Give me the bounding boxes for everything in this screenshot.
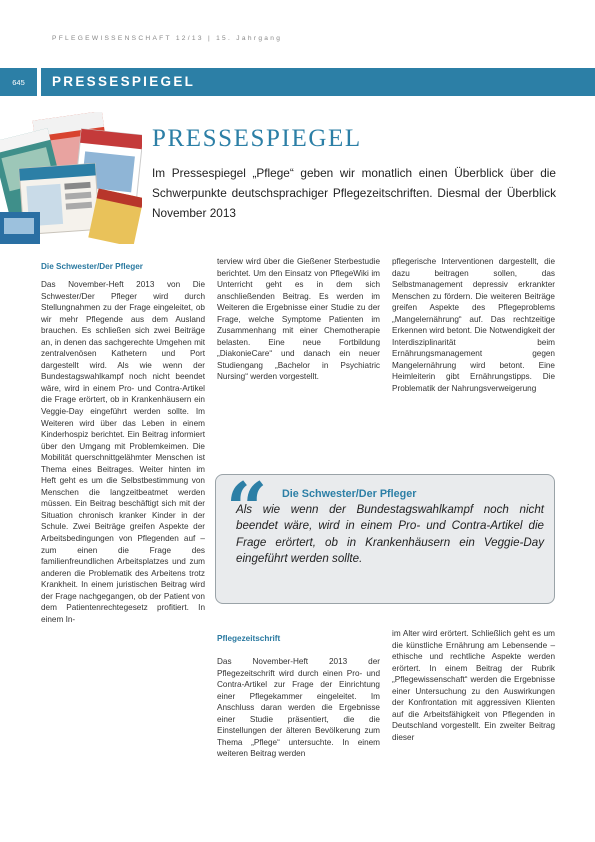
article2-column-2: Das November-Heft 2013 der Pflegezeitschrift wird durch einen Pro- und Contra-Artikel zur Frage der Einrichtung einer Pflegekammer eingeleitet. Im Anschluss daran werden die Ergebnisse einer Studie präsentiert, die die Einstellungen der älteren Bevölkerung zum Thema „Pflege“ untersuchte. In einem weiteren Beitrag werden bbox=[217, 657, 380, 759]
section-bar bbox=[41, 68, 595, 96]
lead-paragraph: Im Pressespiegel „Pflege“ geben wir monatlich einen Überblick über die Schwerpunkte deutschsprachiger Pflegezeitschriften. Diesmal der Überblick November 2013 bbox=[152, 166, 556, 220]
article1-column-2: terview wird über die Gießener Sterbestudie berichtet. Um den Einsatz von PflegeWiki im Unterricht geht es in dem sich anschließenden Beitrag. Es werden im Weiteren die Ergebnisse einer Studie zu der Frage, welche Symptome Patienten im Zusammenhang mit einer Chemotherapie belasten. Eine neue Fortbildung „DiakonieCare“ und danach ein neuer Studiengang „Bachelor in Psychiatric Nursing“ werden vorgestellt. bbox=[217, 257, 380, 382]
article2-column-3: im Alter wird erörtert. Schließlich geht es um die künstliche Ernährung am Lebensende – ethische und rechtliche Aspekte werden erörtert. In einem Beitrag der Rubrik „Pflegewissenschaft“ werden die Ergebnisse einer Untersuchung zu den Auswirkungen der Konfrontation mit aggressiven Klienten auf die Arbeitsfähigkeit von Pflegenden in Deutschland vorgestellt. Ein zweiter Beitrag dieser bbox=[392, 629, 555, 742]
pull-quote-box bbox=[215, 466, 555, 604]
page-number: 645 bbox=[0, 68, 37, 96]
running-head: PFLEGEWISSENSCHAFT 12/13 | 15. Jahrgang bbox=[52, 35, 283, 42]
quote-text: Als wie wenn der Bundestagswahlkampf noch nicht beendet wäre, wird in einem Pro- und Contra-Artikel die Frage erörtert, ob in Krankenhäusern ein Veggie-Day eingeführt werden sollte. bbox=[236, 503, 544, 566]
section-label: PRESSESPIEGEL bbox=[52, 74, 196, 89]
article-title: PRESSESPIEGEL bbox=[152, 125, 362, 152]
quote-mark-icon: “ bbox=[226, 466, 268, 551]
article1-heading: Die Schwester/Der Pfleger bbox=[41, 262, 143, 271]
article1-column-3: pflegerische Interventionen dargestellt, die dazu beitragen sollen, das Selbstmanagement depressiv erkrankter Menschen zu fördern. Die weiteren Beiträge greifen Aspekte des Pflegeproblems „Mangelernährung“ auf. Das rechtzeitige Erkennen wird betont. Die Notwendigkeit der Interdisziplinarität beim Ernährungsmanagement gegen Mangelernährung wird betont. Eine Heimleiterin gibt Ernährungstipps. Die Problematik der Nahrungsverweigerung bbox=[392, 257, 555, 394]
article1-column-1: Das November-Heft 2013 von Die Schwester/Der Pfleger wird durch Stellungnahmen zu der Frage eingeleitet, ob wir mehr Pflegende aus dem Ausland brauchen. Es schließen sich zwei Beiträge an, in denen das sachgerechte Umgehen mit zentralvenösen Kathetern und Port dargestellt wird. Als wie wenn der Bundestagswahlkampf noch nicht beendet wäre, wird in einem Pro- und Contra-Artikel die Frage erörtert, ob in Krankenhäusern ein Veggie-Day eingeführt werden sollte. Im Weiteren wird über das Leben in einem Kinderhospiz berichtet. Ein Beitrag informiert über den Umgang mit Problemkeimen. Die Mobilität querschnittgelähmter Menschen ist Thema eines Beitrages. Weiter hinten im Heft geht es um die Selbstbestimmung von Menschen die langzeitbeatmet werden müssen. Ein Beitrag beschäftigt sich mit der Situation chronisch kranker Kinder in der Schule. Zwei Beiträge greifen Aspekte der Arbeitsbedingungen von Pflegenden auf – zum einen die Frage des familienfreundlichen Arbeitsplatzes und zum anderen die Problematik des Arbeitens trotz Krankheit. In einem juristischen Beitrag wird der Frage nachgegangen, ob der Patient von dem Patientenrechtegesetz profitiert. In einem In- bbox=[41, 280, 205, 624]
article2-heading: Pflegezeitschrift bbox=[217, 634, 281, 643]
magazine-stack-photo bbox=[0, 112, 142, 244]
magazine-stack-icon bbox=[0, 112, 142, 244]
quote-title: Die Schwester/Der Pfleger bbox=[282, 488, 417, 500]
